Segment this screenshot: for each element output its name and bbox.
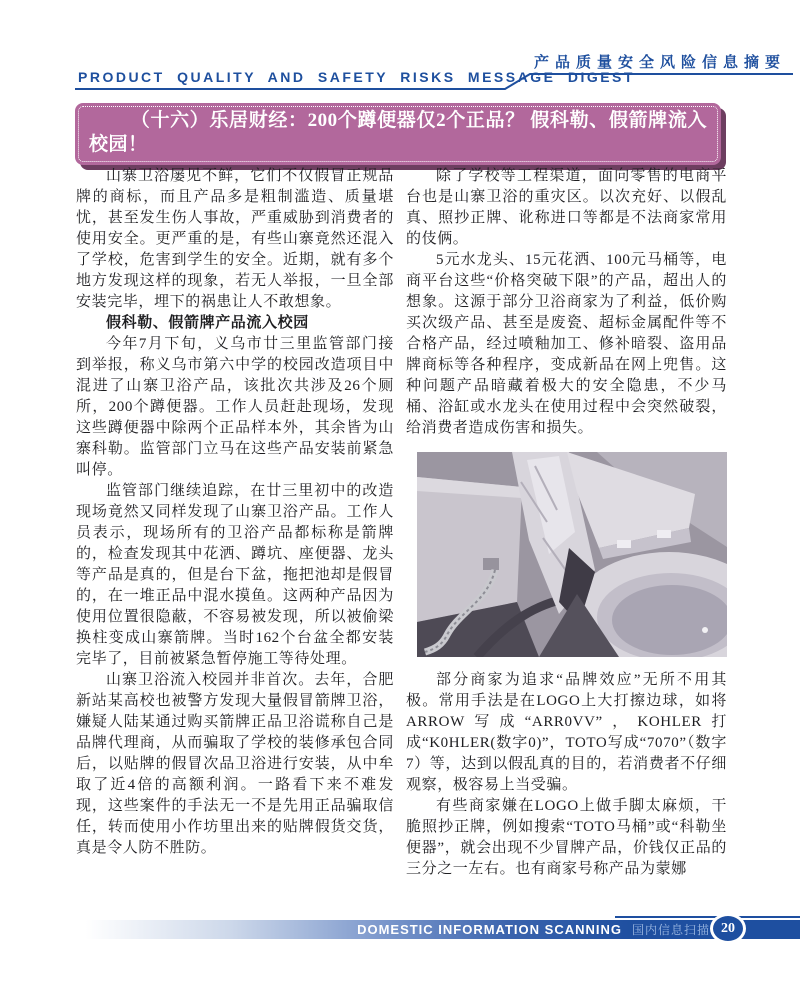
article-title: （十六）乐居财经：200个蹲便器仅2个正品？ 假科勒、假箭牌流入校园！ bbox=[89, 110, 707, 155]
footer-accent-line bbox=[615, 916, 800, 918]
header-title-english: PRODUCT QUALITY AND SAFETY RISKS MESSAGE DIGEST bbox=[78, 69, 635, 85]
right-column bbox=[406, 166, 727, 880]
paragraph: 5元水龙头、15元花洒、100元马桶等，电商平台这些“价格突破下限”的产品，超出人的想象。这源于部分卫浴商家为了利益，低价购买次级产品、甚至是废瓷、超标金属配件等不合格产品，经过喷釉加工、修补暗裂、盗用品牌商标等各种程序，变成新品在网上兜售。这种问题产品暗藏着极大的安全隐患，不少马桶、浴缸或水龙头在使用过程中会突然破裂，给消费者造成伤害和损失。 bbox=[406, 252, 727, 436]
paragraph: 山寨卫浴流入校园并非首次。去年，合肥新站某高校也被警方发现大量假冒箭牌卫浴，嫌疑人陆某通过购买箭牌正品卫浴谎称自己是品牌代理商，从而骗取了学校的装修承包合同后，以贴牌的假冒次品卫浴进行安装，从中牟取了近4倍的高额利润。一路看下来不难发现，这些案件的手法无一不是先用正品骗取信任，转而使用小作坊里出来的贴牌假货交货，真是令人防不胜防。 bbox=[76, 672, 394, 856]
left-column bbox=[76, 166, 394, 859]
header-title-chinese: 产品质量安全风险信息摘要 bbox=[534, 54, 787, 71]
footer-section-label bbox=[350, 921, 710, 939]
header-rule-line bbox=[0, 0, 800, 100]
page-number-badge: 20 bbox=[710, 913, 746, 944]
section-heading: 假科勒、假箭牌产品流入校园 bbox=[106, 315, 309, 331]
paragraph: 有些商家嫌在LOGO上做手脚太麻烦，干脆照抄正牌，例如搜索“TOTO马桶”或“科勒坐便器”，就会出现不少冒牌产品，价钱仅正品的三分之一左右。也有商家号称产品为蒙娜 bbox=[406, 798, 727, 877]
paragraph: 监管部门继续追踪，在廿三里初中的改造现场竟然又同样发现了山寨卫浴产品。工作人员表示，现场所有的卫浴产品都标称是箭牌的，检查发现其中花洒、蹲坑、座便器、龙头等产品是真的，但是台下盆，拖把池却是假冒的，在一堆正品中混水摸鱼。这两种产品因为使用位置很隐蔽，不容易被发现，所以被偷梁换柱变成山寨箭牌。当时162个台盆全都安装完毕了，目前被紧急暂停施工等待处理。 bbox=[76, 483, 394, 667]
paragraph: 部分商家为追求“品牌效应”无所不用其极。常用手法是在LOGO上大打擦边球，如将ARROW写成“ARR0VV”，KOHLER打成“K0HLER(数字0)”，TOTO写成“7070”（数字7）等，达到以假乱真的目的，若消费者不仔细观察，极容易上当受骗。 bbox=[406, 672, 727, 793]
article-photo-broken-toilet bbox=[417, 452, 727, 657]
paragraph: 山寨卫浴屡见不鲜，它们不仅假冒正规品牌的商标，而且产品多是粗制滥造、质量堪忧，甚至发生伤人事故，严重威胁到消费者的使用安全。更严重的是，有些山寨竟然还混入了学校，危害到学生的安全。近期，就有多个地方发现这样的现象，若无人举报，一旦全部安装完毕，埋下的祸患让人不敢想象。 bbox=[76, 168, 394, 310]
banner-dotted-frame bbox=[78, 106, 718, 162]
footer-label-english: DOMESTIC INFORMATION SCANNING bbox=[357, 922, 622, 937]
article-title-banner bbox=[75, 103, 721, 165]
paragraph: 今年7月下旬，义乌市廿三里监管部门接到举报，称义乌市第六中学的校园改造项目中混进了山寨卫浴产品，该批次共涉及26个厕所，200个蹲便器。工作人员赶赴现场，发现这些蹲便器中除两个正品样本外，其余皆为山寨科勒。监管部门立马在这些产品安装前紧急叫停。 bbox=[76, 336, 394, 478]
paragraph: 除了学校等工程渠道，面向零售的电商平台也是山寨卫浴的重灾区。以次充好、以假乱真、照抄正牌、讹称进口等都是不法商家常用的伎俩。 bbox=[406, 168, 727, 247]
footer-label-chinese: 国内信息扫描 bbox=[631, 923, 710, 937]
